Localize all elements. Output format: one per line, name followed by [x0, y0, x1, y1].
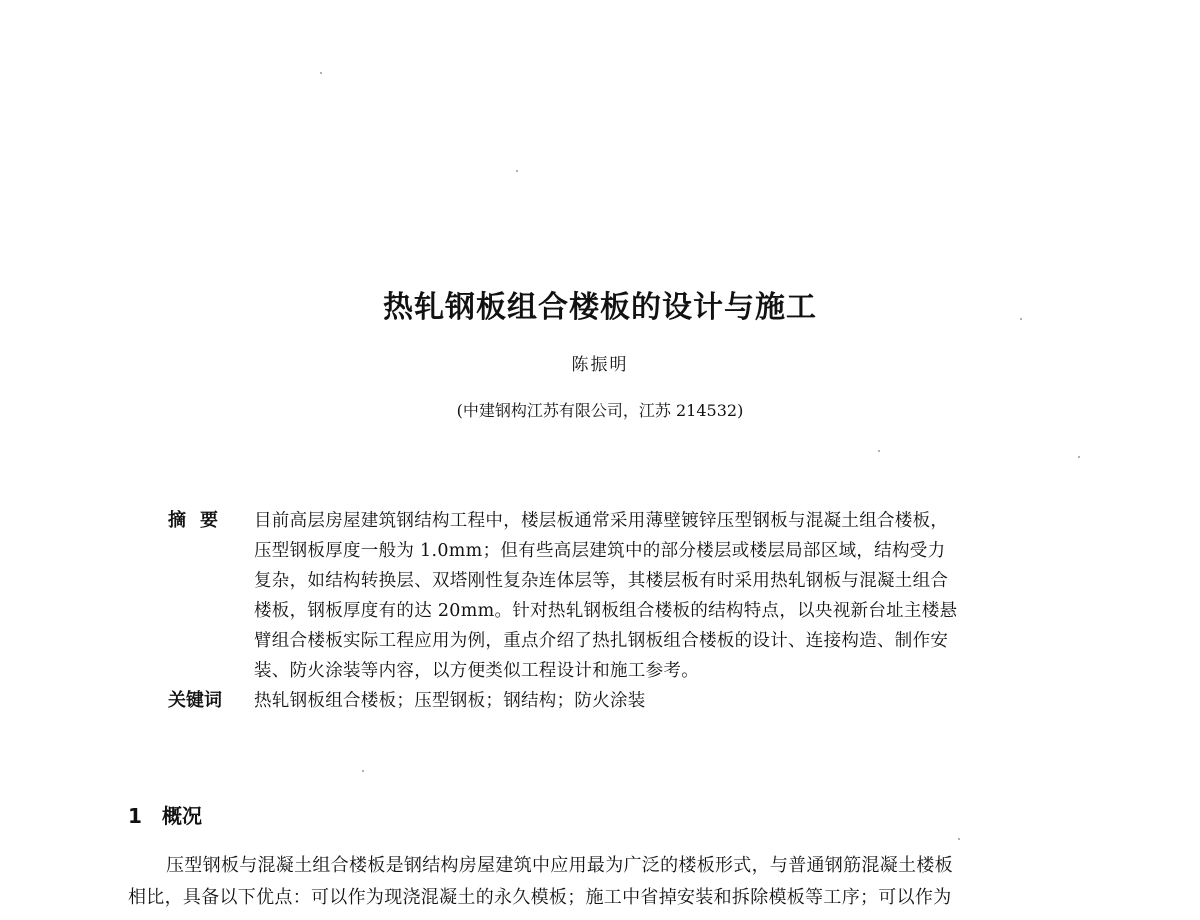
abstract-block: [168, 506, 1088, 716]
section-heading: [128, 800, 202, 829]
scan-speck: [362, 770, 364, 772]
author-name: 陈振明: [571, 355, 629, 375]
scan-speck: [878, 450, 880, 452]
keywords-label: 关键词: [168, 690, 222, 711]
scan-speck: [516, 170, 518, 172]
abstract-row: [168, 506, 1088, 686]
section-title: 概况: [162, 804, 202, 828]
keywords-container: [254, 686, 1088, 716]
abstract-line: 楼板，钢板厚度有的达 20mm。针对热轧钢板组合楼板的结构特点，以央视新台址主楼悬: [254, 601, 958, 621]
keywords-row: [168, 686, 1088, 716]
author-affiliation: (中建钢构江苏有限公司，江苏 214532): [456, 401, 744, 420]
abstract-line: 装、防火涂装等内容，以方便类似工程设计和施工参考。: [254, 661, 699, 681]
abstract-text: [254, 506, 1088, 686]
scan-speck: [958, 838, 960, 840]
abstract-label: 摘要: [168, 510, 232, 531]
scan-speck: [1078, 456, 1080, 458]
body-line: 压型钢板与混凝土组合楼板是钢结构房屋建筑中应用最为广泛的楼板形式，与普通钢筋混凝土楼板: [166, 855, 953, 876]
scan-speck: [1020, 318, 1022, 320]
abstract-line: 目前高层房屋建筑钢结构工程中，楼层板通常采用薄壁镀锌压型钢板与混凝土组合楼板，: [254, 511, 949, 531]
paper-title: 热轧钢板组合楼板的设计与施工: [383, 290, 817, 325]
abstract-line: 复杂，如结构转换层、双塔刚性复杂连体层等，其楼层板有时采用热轧钢板与混凝土组合: [254, 571, 949, 591]
abstract-line: 压型钢板厚度一般为 1.0mm；但有些高层建筑中的部分楼层或楼层局部区域，结构受力: [254, 541, 946, 561]
section-body: [128, 850, 1088, 914]
abstract-line: 臂组合楼板实际工程应用为例，重点介绍了热扎钢板组合楼板的设计、连接构造、制作安: [254, 631, 949, 651]
section-number: 1: [128, 804, 142, 828]
keywords-text: 热轧钢板组合楼板；压型钢板；钢结构；防火涂装: [254, 691, 646, 711]
scan-speck: [320, 72, 322, 74]
body-line: 相比，具备以下优点：可以作为现浇混凝土的永久模板；施工中省掉安装和拆除模板等工序；可以作为: [128, 887, 952, 908]
